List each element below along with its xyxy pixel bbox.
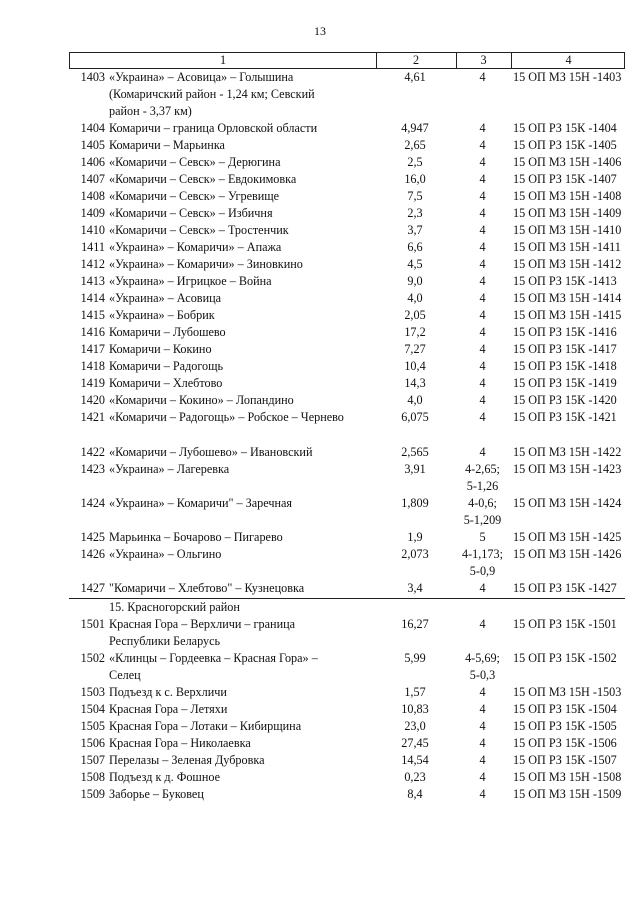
row-number: 1410 [80,223,105,237]
table-row [69,529,625,546]
road-name [105,341,375,358]
table-header [69,52,625,69]
road-name-line: «Украина» – Лагеревка [109,462,230,476]
road-code: 15 ОП РЗ 15К -1505 [513,719,617,733]
row-number: 1503 [80,685,105,699]
road-category [455,461,510,495]
table-row [69,239,625,256]
road-length: 4,0 [407,393,423,407]
road-category [455,495,510,529]
road-length: 0,23 [404,770,426,784]
road-category-line: 4 [479,274,486,288]
table-row [69,358,625,375]
table-row [69,375,625,392]
road-code: 15 ОП МЗ 15Н -1426 [513,547,622,561]
road-category [455,580,510,597]
road-name-line: «Комаричи – Кокино» – Лопандино [109,393,294,407]
road-code: 15 ОП РЗ 15К -1416 [513,325,617,339]
road-name [105,529,375,546]
table-row [69,137,625,154]
row-number: 1415 [80,308,105,322]
road-category [455,358,510,375]
row-number: 1509 [80,787,105,801]
road-name [105,307,375,324]
road-category-line: 4 [479,325,486,339]
road-length: 2,3 [407,206,423,220]
table-row [69,222,625,239]
road-name [105,375,375,392]
row-number: 1405 [80,138,105,152]
road-category [455,290,510,307]
road-name [105,461,375,478]
header-col-1: 1 [219,53,227,67]
road-length: 4,61 [404,70,426,84]
road-name-line: «Комаричи – Лубошево» – Ивановский [109,445,313,459]
road-name [105,769,375,786]
road-category [455,769,510,786]
road-name [105,256,375,273]
row-number: 1507 [80,753,105,767]
road-category-line: 4 [479,787,486,801]
table-row [69,752,625,769]
row-number: 1417 [80,342,105,356]
row-number: 1419 [80,376,105,390]
row-number: 1407 [80,172,105,186]
road-name-line: Красная Гора – Летяхи [109,702,228,716]
road-name [105,120,375,137]
road-category [455,735,510,752]
road-length: 1,809 [401,496,429,510]
road-name [105,154,375,171]
road-category-line: 4 [479,719,486,733]
road-category-line: 4-5,69; [465,651,500,665]
road-name-line: Подъезд к д. Фошное [109,770,220,784]
road-length: 2,565 [401,445,429,459]
row-number: 1501 [80,617,105,631]
table-row [69,341,625,358]
row-number: 1504 [80,702,105,716]
road-length: 7,27 [404,342,426,356]
road-category [455,69,510,86]
road-code: 15 ОП РЗ 15К -1407 [513,172,617,186]
road-name [105,273,375,290]
road-length: 2,65 [404,138,426,152]
road-category [455,650,510,684]
table-row [69,684,625,701]
road-name [105,752,375,769]
road-length: 3,7 [407,223,423,237]
row-number: 1414 [80,291,105,305]
row-number: 1422 [80,445,105,459]
road-name-line: «Украина» – Асовица» – Голышина [109,70,294,84]
road-length: 9,0 [407,274,423,288]
road-category-line: 4 [479,685,486,699]
road-code: 15 ОП МЗ 15Н -1406 [513,155,622,169]
road-name [105,188,375,205]
road-name-line: Заборье – Буковец [109,787,204,801]
table-row [69,735,625,752]
road-category-line: 4 [479,308,486,322]
road-category [455,529,510,546]
road-name-line: Красная Гора – Николаевка [109,736,251,750]
road-category-line: 5-0,3 [469,667,496,682]
table-row [69,580,625,597]
road-category [455,341,510,358]
road-name-line: Комаричи – Марьинка [109,138,225,152]
road-code: 15 ОП МЗ 15Н -1423 [513,462,622,476]
road-name-line: «Украина» – Комаричи» – Зиновкино [109,257,303,271]
road-category-line: 5-0,9 [469,563,496,578]
road-length: 4,5 [407,257,423,271]
road-name [105,409,375,426]
road-category [455,616,510,633]
road-category-line: 4 [479,617,486,631]
row-number: 1508 [80,770,105,784]
row-number: 1404 [80,121,105,135]
road-category-line: 4 [479,393,486,407]
row-number: 1505 [80,719,105,733]
road-name-line: Комаричи – Лубошево [109,325,226,339]
road-name-line: "Комаричи – Хлебтово" – Кузнецовка [109,581,305,595]
road-name [105,735,375,752]
road-category-line: 4 [479,445,486,459]
road-name-line: «Украина» – Комаричи» – Апажа [109,240,282,254]
row-number: 1424 [80,496,105,510]
table-row [69,205,625,222]
road-category [455,375,510,392]
road-category [455,786,510,803]
row-number: 1506 [80,736,105,750]
road-category-line: 5 [479,530,486,544]
road-length: 1,9 [407,530,423,544]
road-length: 14,54 [401,753,429,767]
road-length: 1,57 [404,685,426,699]
row-number: 1426 [80,547,105,561]
road-code: 15 ОП РЗ 15К -1427 [513,581,617,595]
table-row [69,409,625,426]
road-category-line: 4-1,173; [462,547,503,561]
road-category-line: 4 [479,291,486,305]
road-category [455,171,510,188]
road-code: 15 ОП МЗ 15Н -1415 [513,308,622,322]
table-row [69,461,625,495]
road-name-line: «Комаричи – Севск» – Тростенчик [109,223,289,237]
road-code: 15 ОП МЗ 15Н -1412 [513,257,622,271]
table-row [69,495,625,529]
road-name [105,324,375,341]
road-length: 2,073 [401,547,429,561]
table-row [69,273,625,290]
road-name-line: Красная Гора – Лотаки – Кибирщина [109,719,302,733]
road-name-line: «Комаричи – Радогощь» – Робское – Чернево [109,410,344,424]
road-name-line: Комаричи – Хлебтово [109,376,223,390]
road-name [105,718,375,735]
road-code: 15 ОП МЗ 15Н -1425 [513,530,622,544]
row-number: 1421 [80,410,105,424]
road-name [105,222,375,239]
table-row [69,392,625,409]
road-code: 15 ОП РЗ 15К -1418 [513,359,617,373]
road-name-line: Красная Гора – Верхличи – граница [109,617,296,631]
road-category-line: 4 [479,121,486,135]
road-length: 7,5 [407,189,423,203]
road-category [455,188,510,205]
table-row [69,616,625,650]
table-row [69,324,625,341]
row-number: 1416 [80,325,105,339]
road-code: 15 ОП РЗ 15К -1417 [513,342,617,356]
road-name-line: (Комаричский район - 1,24 км; Севский [109,86,315,101]
road-length: 17,2 [404,325,426,339]
header-col-2: 2 [412,53,420,67]
table-row [69,120,625,137]
road-code: 15 ОП МЗ 15Н -1409 [513,206,622,220]
road-category [455,324,510,341]
road-name-line: «Украина» – Бобрик [109,308,215,322]
road-category-line: 4 [479,581,486,595]
road-length: 6,075 [401,410,429,424]
table-row [69,188,625,205]
row-number: 1412 [80,257,105,271]
road-name-line: «Комаричи – Севск» – Евдокимовка [109,172,297,186]
road-name [105,358,375,375]
road-length: 2,5 [407,155,423,169]
road-name-line: «Комаричи – Севск» – Дерюгина [109,155,281,169]
section-title: 15. Красногорский район [109,600,240,614]
road-name-line: Селец [109,667,141,682]
road-code: 15 ОП МЗ 15Н -1503 [513,685,622,699]
road-length: 3,4 [407,581,423,595]
road-category [455,256,510,273]
road-category [455,137,510,154]
road-length: 27,45 [401,736,429,750]
road-length: 23,0 [404,719,426,733]
road-code: 15 ОП РЗ 15К -1507 [513,753,617,767]
road-code: 15 ОП МЗ 15Н -1508 [513,770,622,784]
row-number: 1425 [80,530,105,544]
road-category-line: 4 [479,189,486,203]
road-category [455,239,510,256]
road-name-line: Подъезд к с. Верхличи [109,685,227,699]
road-name-line: «Украина» – Игрицкое – Война [109,274,272,288]
road-category-line: 4 [479,240,486,254]
road-code: 15 ОП РЗ 15К -1419 [513,376,617,390]
road-category-line: 4 [479,770,486,784]
road-category-line: 4-0,6; [468,496,497,510]
road-length: 14,3 [404,376,426,390]
road-category [455,752,510,769]
road-name [105,495,375,512]
road-code: 15 ОП РЗ 15К -1413 [513,274,617,288]
table-row [69,171,625,188]
road-category-line: 5-1,209 [463,512,502,527]
table-row [69,650,625,684]
road-code: 15 ОП МЗ 15Н -1509 [513,787,622,801]
road-category [455,718,510,735]
road-category-line: 4 [479,70,486,84]
road-name [105,786,375,803]
road-code: 15 ОП МЗ 15Н -1408 [513,189,622,203]
road-name [105,580,375,597]
road-name-line: Перелазы – Зеленая Дубровка [109,753,265,767]
road-name [105,392,375,409]
road-name-line: «Украина» – Ольгино [109,547,222,561]
table-row [69,290,625,307]
road-category [455,701,510,718]
road-length: 2,05 [404,308,426,322]
road-category-line: 4 [479,206,486,220]
row-number: 1427 [80,581,105,595]
header-col-4: 4 [565,53,572,67]
road-category [455,273,510,290]
road-category [455,120,510,137]
road-code: 15 ОП МЗ 15Н -1411 [513,240,621,254]
road-category [455,392,510,409]
road-category-line: 4 [479,376,486,390]
road-category-line: 4 [479,359,486,373]
road-code: 15 ОП РЗ 15К -1502 [513,651,617,665]
road-name [105,546,375,563]
road-name-line: «Украина» – Асовица [109,291,222,305]
road-name-line: Республики Беларусь [109,633,221,648]
table-row [69,769,625,786]
road-name-line: «Комаричи – Севск» – Угревище [109,189,280,203]
road-category [455,154,510,171]
road-code: 15 ОП РЗ 15К -1504 [513,702,617,716]
road-length: 8,4 [407,787,423,801]
road-category-line: 4 [479,257,486,271]
table-row [69,701,625,718]
road-name [105,650,375,684]
page-number: 13 [314,24,326,38]
road-category-line: 4 [479,223,486,237]
road-name-line: Комаричи – Радогощь [109,359,224,373]
row-number: 1411 [81,240,105,254]
header-col-3: 3 [480,53,487,67]
road-category-line: 4 [479,155,486,169]
road-category [455,409,510,426]
road-category-line: 4 [479,753,486,767]
road-length: 3,91 [404,462,426,476]
row-number: 1403 [80,70,105,84]
road-code: 15 ОП РЗ 15К -1420 [513,393,617,407]
road-name-line: «Клинцы – Гордеевка – Красная Гора» – [109,651,318,665]
row-number: 1418 [80,359,105,373]
road-name [105,290,375,307]
road-category-line: 4 [479,702,486,716]
road-length: 10,4 [404,359,426,373]
row-number: 1502 [80,651,105,665]
road-name-line: «Комаричи – Севск» – Избичня [109,206,273,220]
road-name [105,444,375,461]
road-name [105,69,375,120]
road-length: 6,6 [407,240,423,254]
table-row [69,307,625,324]
road-category-line: 4 [479,342,486,356]
road-name [105,137,375,154]
table-row [69,718,625,735]
table-row [69,256,625,273]
row-number: 1406 [80,155,105,169]
table-row [69,444,625,461]
road-category [455,444,510,461]
road-name [105,239,375,256]
road-category-line: 4 [479,736,486,750]
road-code: 15 ОП РЗ 15К -1404 [513,121,617,135]
road-name [105,684,375,701]
road-code: 15 ОП МЗ 15Н -1410 [513,223,622,237]
road-name [105,205,375,222]
road-category [455,546,510,580]
road-category-line: 4-2,65; [465,462,500,476]
road-category [455,222,510,239]
road-name [105,616,375,650]
road-name-line: Комаричи – граница Орловской области [109,121,318,135]
road-code: 15 ОП МЗ 15Н -1414 [513,291,622,305]
road-length: 10,83 [401,702,429,716]
roads-table [69,52,625,801]
road-code: 15 ОП РЗ 15К -1506 [513,736,617,750]
road-code: 15 ОП РЗ 15К -1405 [513,138,617,152]
road-category-line: 5-1,26 [466,478,499,493]
road-category [455,684,510,701]
road-code: 15 ОП МЗ 15Н -1422 [513,445,622,459]
row-number: 1408 [80,189,105,203]
road-name-line: Марьинка – Бочарово – Пигарево [109,530,283,544]
road-category [455,307,510,324]
road-length: 4,0 [407,291,423,305]
row-number: 1413 [80,274,105,288]
road-name [105,171,375,188]
road-code: 15 ОП МЗ 15Н -1424 [513,496,622,510]
road-code: 15 ОП МЗ 15Н -1403 [513,70,622,84]
road-name-line: «Украина» – Комаричи" – Заречная [109,496,293,510]
road-length: 4,947 [401,121,429,135]
road-code: 15 ОП РЗ 15К -1501 [513,617,617,631]
road-code: 15 ОП РЗ 15К -1421 [513,410,617,424]
road-name-line: район - 3,37 км) [109,103,192,118]
table-row [69,154,625,171]
table-row [69,546,625,580]
row-number: 1409 [80,206,105,220]
row-number: 1423 [80,462,105,476]
road-name-line: Комаричи – Кокино [109,342,212,356]
road-name [105,701,375,718]
road-category-line: 4 [479,138,486,152]
road-category-line: 4 [479,410,486,424]
road-category-line: 4 [479,172,486,186]
road-length: 16,27 [401,617,429,631]
road-length: 16,0 [404,172,426,186]
table-row [69,786,625,803]
road-category [455,205,510,222]
row-number: 1420 [80,393,105,407]
road-length: 5,99 [404,651,426,665]
table-row [69,69,625,120]
